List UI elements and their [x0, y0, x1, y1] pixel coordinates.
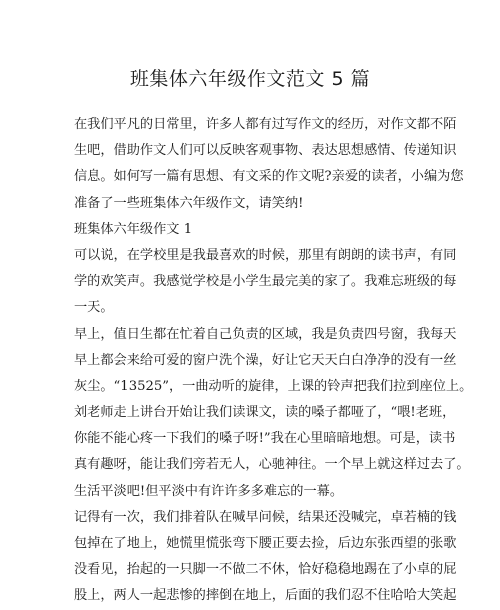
paragraph-line: 在我们平凡的日常里，许多人都有过写作文的经历，对作文都不陌	[74, 117, 457, 132]
paragraph-line: 早上都会来给可爱的窗户洗个澡，好让它天天白白净净的没有一丝	[74, 352, 457, 368]
paragraph-line: 生活平淡吧!但平淡中有许许多多难忘的一幕。	[74, 483, 344, 499]
document-body	[74, 112, 473, 610]
section-heading: 班集体六年级作文 1	[74, 221, 193, 237]
document-title: 班集体六年级作文范文 5 篇	[129, 68, 371, 90]
paragraph-line: 包掉在了地上，她慌里慌张弯下腰正要去捡，后边东张西望的张歌	[74, 536, 457, 551]
paragraph-line: 一天。	[74, 300, 114, 316]
paragraph-line: 早上，值日生都在忙着自己负责的区域，我是负责四号窗，我每天	[74, 326, 457, 342]
paragraph-line: 可以说，在学校里是我最喜欢的时候，那里有朗朗的读书声，有同	[74, 247, 457, 263]
paragraph-line: 生吧，借助作文人们可以反映客观事物、表达思想感情、传递知识	[74, 143, 457, 159]
paragraph-line: 信息。如何写一篇有思想、有文采的作文呢?亲爱的读者，小编为您	[74, 169, 464, 185]
paragraph-line: 准备了一些班集体六年级作文，请笑纳!	[74, 195, 304, 211]
paragraph-line: 你能不能心疼一下我们的嗓子呀!”我在心里暗暗地想。可是，读书	[74, 431, 456, 447]
paragraph-line: 股上，两人一起悲惨的摔倒在地上，后面的我们忍不住哈哈大笑起	[74, 588, 457, 604]
paragraph-line: 刘老师走上讲台开始让我们读课文，读的嗓子都哑了，“喂!老班，	[74, 405, 456, 421]
paragraph-line: 真有趣呀，能让我们旁若无人，心驰神往。一个早上就这样过去了。	[74, 457, 470, 473]
paragraph-line: 灰尘。“13525”，一曲动听的旋律，上课的铃声把我们拉到座位上。	[74, 378, 473, 394]
paragraph-line: 没看见，抬起的一只脚一不做二不休，恰好稳稳地踢在了小卓的屁	[74, 562, 457, 578]
paragraph-line: 学的欢笑声。我感觉学校是小学生最完美的家了。我难忘班级的每	[74, 274, 457, 290]
paragraph-line: 记得有一次，我们排着队在喊早问候，结果还没喊完，卓若楠的钱	[74, 509, 457, 525]
